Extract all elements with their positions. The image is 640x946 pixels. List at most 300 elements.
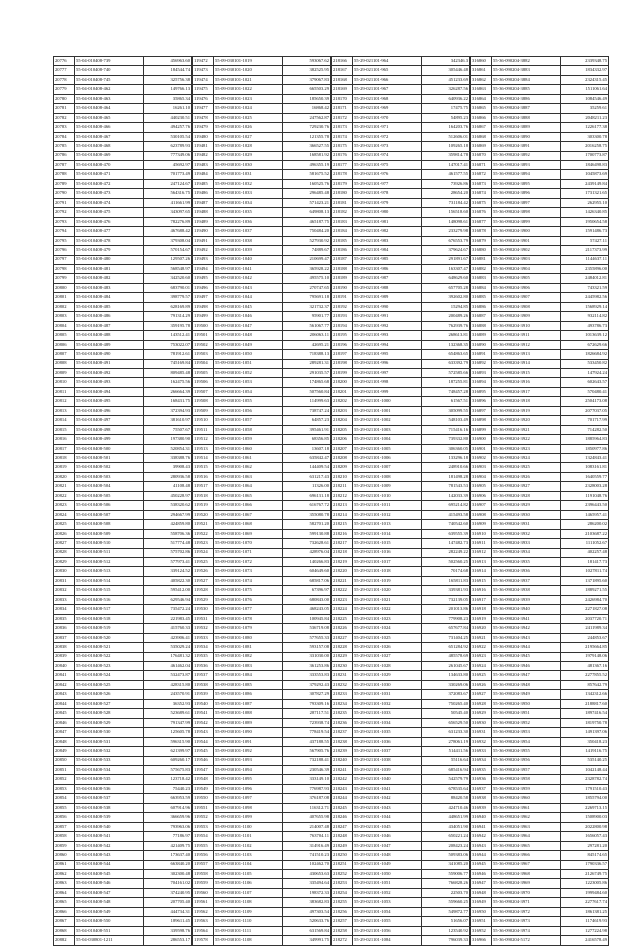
code-cell: 55-04-010408-508: [75, 520, 144, 529]
code-cell: 55-29-021101-1052: [353, 888, 422, 897]
value-cell: 2328782.74: [561, 775, 609, 784]
table-row: [471, 784, 609, 793]
value-cell: 753022.07: [144, 340, 192, 349]
table-row: [332, 917, 470, 926]
code-cell: 55-29-021101-986: [353, 264, 422, 273]
code-cell: 55-29-021101-1005: [353, 444, 422, 453]
code-cell: 55-36-090204-3949: [492, 690, 561, 699]
value-cell: 1111052.67: [561, 539, 609, 548]
table-row: [54, 586, 192, 595]
row-id-cell: 119497: [193, 293, 214, 302]
value-cell: 778419.54: [283, 728, 331, 737]
code-cell: 55-09-030101-1099: [214, 813, 283, 822]
value-cell: 542579.79: [422, 775, 470, 784]
code-cell: 55-09-030101-1019: [214, 57, 283, 66]
table-row: [193, 888, 331, 897]
row-id-cell: 20826: [54, 529, 75, 538]
value-cell: 1045873.69: [561, 170, 609, 179]
row-id-cell: 20868: [54, 926, 75, 935]
row-id-cell: 20776: [54, 57, 75, 66]
table-row: [332, 359, 470, 368]
row-id-cell: 316941: [471, 822, 492, 831]
table-row: [54, 775, 192, 784]
row-id-cell: 20828: [54, 548, 75, 557]
row-id-cell: 218196: [332, 340, 353, 349]
value-cell: 430653.63: [283, 869, 331, 878]
row-id-cell: 20837: [54, 633, 75, 642]
code-cell: 55-36-090204-3887: [492, 104, 561, 113]
row-id-cell: 20843: [54, 690, 75, 699]
row-id-cell: 119578: [193, 936, 214, 945]
value-cell: 494257.76: [144, 123, 192, 132]
table-row: [332, 690, 470, 699]
table-row: [193, 643, 331, 652]
table-row: [54, 217, 192, 226]
table-row: [332, 491, 470, 500]
row-id-cell: 20862: [54, 869, 75, 878]
row-id-cell: 20820: [54, 472, 75, 481]
table-row: [332, 633, 470, 642]
table-row: [471, 548, 609, 557]
value-cell: 415760.33: [144, 624, 192, 633]
table-row: [54, 208, 192, 217]
table-row: [471, 387, 609, 396]
table-row: [332, 794, 470, 803]
row-id-cell: 218219: [332, 558, 353, 567]
row-id-cell: 119483: [193, 160, 214, 169]
table-row: [471, 888, 609, 897]
code-cell: 55-29-021101-983: [353, 236, 422, 245]
value-cell: 496355.19: [283, 160, 331, 169]
row-id-cell: 316907: [471, 501, 492, 510]
row-id-cell: 218184: [332, 227, 353, 236]
table-row: [193, 217, 331, 226]
table-row: [332, 66, 470, 75]
table-row: [193, 917, 331, 926]
code-cell: 55-36-090204-3938: [492, 586, 561, 595]
code-cell: 55-04-010408-543: [75, 851, 144, 860]
row-id-cell: 119547: [193, 765, 214, 774]
table-row: [332, 340, 470, 349]
code-cell: 55-09-030101-1078: [214, 614, 283, 623]
table-row: [193, 633, 331, 642]
code-cell: 55-09-030101-1100: [214, 822, 283, 831]
row-id-cell: 218248: [332, 832, 353, 841]
row-id-cell: 119509: [193, 406, 214, 415]
value-cell: 297281.20: [561, 841, 609, 850]
table-row: [471, 879, 609, 888]
row-id-cell: 316910: [471, 529, 492, 538]
code-cell: 55-09-030101-1066: [214, 501, 283, 510]
table-row: [332, 104, 470, 113]
row-id-cell: 218232: [332, 680, 353, 689]
row-id-cell: 316937: [471, 784, 492, 793]
row-id-cell: 316896: [471, 397, 492, 406]
table-row: [193, 160, 331, 169]
code-cell: 55-36-090204-3924: [492, 454, 561, 463]
table-row: [193, 416, 331, 425]
code-cell: 55-36-090204-5172: [492, 936, 561, 945]
row-id-cell: 218210: [332, 472, 353, 481]
value-cell: 207705.40: [144, 898, 192, 907]
row-id-cell: 20864: [54, 888, 75, 897]
row-id-cell: 119528: [193, 586, 214, 595]
row-id-cell: 316928: [471, 699, 492, 708]
code-cell: 55-09-030101-1068: [214, 520, 283, 529]
value-cell: 147017.41: [422, 160, 470, 169]
table-row: [471, 643, 609, 652]
table-row: [332, 860, 470, 869]
value-cell: 339381.93: [422, 586, 470, 595]
row-id-cell: 218244: [332, 794, 353, 803]
row-id-cell: 20805: [54, 331, 75, 340]
code-cell: 55-29-021101-1045: [353, 822, 422, 831]
code-cell: 55-36-090204-3968: [492, 869, 561, 878]
code-cell: 55-09-030101-1035: [214, 208, 283, 217]
table-row: [193, 737, 331, 746]
code-cell: 55-04-010408-492: [75, 368, 144, 377]
value-cell: 631569.84: [283, 926, 331, 935]
row-id-cell: 119480: [193, 132, 214, 141]
code-cell: 55-04-010408-507: [75, 510, 144, 519]
value-cell: 857642.79: [561, 680, 609, 689]
code-cell: 55-29-021101-998: [353, 378, 422, 387]
value-cell: 1084546.49: [561, 94, 609, 103]
row-id-cell: 316867: [471, 123, 492, 132]
value-cell: 648629.60: [422, 274, 470, 283]
table-row: [54, 869, 192, 878]
ledger-table-4: [470, 56, 609, 946]
table-row: [471, 614, 609, 623]
value-cell: 1324843.41: [561, 454, 609, 463]
row-id-cell: 119484: [193, 170, 214, 179]
row-id-cell: 20865: [54, 898, 75, 907]
code-cell: 55-09-030101-1042: [214, 274, 283, 283]
code-cell: 55-29-021101-1016: [353, 548, 422, 557]
code-cell: 55-29-021101-1028: [353, 662, 422, 671]
row-id-cell: 316927: [471, 690, 492, 699]
code-cell: 55-36-090204-3908: [492, 302, 561, 311]
code-cell: 55-36-090204-3928: [492, 491, 561, 500]
row-id-cell: 218167: [332, 66, 353, 75]
row-id-cell: 20782: [54, 113, 75, 122]
code-cell: 55-09-030101-1038: [214, 236, 283, 245]
row-id-cell: 119558: [193, 869, 214, 878]
table-row: [471, 236, 609, 245]
value-cell: 1371895.60: [561, 576, 609, 585]
row-id-cell: 316949: [471, 898, 492, 907]
row-id-cell: 218171: [332, 104, 353, 113]
row-id-cell: 316868: [471, 132, 492, 141]
table-row: [332, 756, 470, 765]
value-cell: 379624.67: [422, 246, 470, 255]
row-id-cell: 218186: [332, 246, 353, 255]
table-row: [471, 283, 609, 292]
code-cell: 55-29-021101-1044: [353, 813, 422, 822]
code-cell: 55-09-030101-1072: [214, 558, 283, 567]
row-id-cell: 218187: [332, 255, 353, 264]
value-cell: 609260.17: [144, 756, 192, 765]
row-id-cell: 218172: [332, 113, 353, 122]
code-cell: 55-04-010408-496: [75, 406, 144, 415]
table-row: [332, 482, 470, 491]
table-row: [193, 340, 331, 349]
value-cell: 1861381.25: [561, 907, 609, 916]
value-cell: 1508900.03: [561, 813, 609, 822]
row-id-cell: 20789: [54, 179, 75, 188]
table-row: [54, 784, 192, 793]
code-cell: 55-04-010408-478: [75, 236, 144, 245]
code-cell: 55-36-090204-3896: [492, 189, 561, 198]
code-cell: 55-29-021101-1024: [353, 624, 422, 633]
value-cell: 424859.80: [144, 520, 192, 529]
value-cell: 750265.40: [422, 699, 470, 708]
value-cell: 502560.25: [422, 558, 470, 567]
value-cell: 1979148.06: [561, 652, 609, 661]
code-cell: 55-36-090204-3956: [492, 756, 561, 765]
table-row: [332, 75, 470, 84]
value-cell: 582701.20: [283, 520, 331, 529]
value-cell: 198372.33: [283, 888, 331, 897]
value-cell: 22503.70: [422, 888, 470, 897]
value-cell: 533450.82: [561, 359, 609, 368]
value-cell: 448651.99: [422, 813, 470, 822]
table-row: [54, 359, 192, 368]
value-cell: 564316.75: [144, 189, 192, 198]
code-cell: 55-36-090204-3884: [492, 75, 561, 84]
value-cell: 2324315.45: [561, 75, 609, 84]
row-id-cell: 20816: [54, 435, 75, 444]
value-cell: 2022800.98: [561, 822, 609, 831]
value-cell: 61567.51: [422, 397, 470, 406]
row-id-cell: 316905: [471, 482, 492, 491]
row-id-cell: 316897: [471, 406, 492, 415]
code-cell: 55-29-021101-1022: [353, 605, 422, 614]
code-cell: 55-29-021101-1013: [353, 520, 422, 529]
table-row: [471, 123, 609, 132]
code-cell: 55-36-090204-3953: [492, 728, 561, 737]
table-row: [54, 444, 192, 453]
row-id-cell: 218193: [332, 312, 353, 321]
value-cell: 672629.66: [561, 340, 609, 349]
value-cell: 715416.16: [422, 425, 470, 434]
value-cell: 116312.71: [283, 803, 331, 812]
table-row: [332, 699, 470, 708]
table-row: [471, 340, 609, 349]
table-row: [471, 482, 609, 491]
table-row: [471, 302, 609, 311]
table-row: [332, 775, 470, 784]
code-cell: 55-36-090204-3957: [492, 765, 561, 774]
value-cell: 623789.93: [144, 142, 192, 151]
table-row: [471, 416, 609, 425]
value-cell: 381610.97: [144, 416, 192, 425]
row-id-cell: 20854: [54, 794, 75, 803]
row-id-cell: 119489: [193, 217, 214, 226]
value-cell: 415493.58: [422, 510, 470, 519]
table-row: [54, 898, 192, 907]
row-id-cell: 218212: [332, 491, 353, 500]
code-cell: 55-29-021101-988: [353, 283, 422, 292]
table-row: [332, 236, 470, 245]
table-row: [54, 794, 192, 803]
row-id-cell: 316943: [471, 841, 492, 850]
table-row: [471, 737, 609, 746]
value-cell: 1855794.00: [561, 794, 609, 803]
row-id-cell: 20808: [54, 359, 75, 368]
table-row: [471, 794, 609, 803]
code-cell: 55-04-010408-468: [75, 142, 144, 151]
code-cell: 55-29-021101-980: [353, 208, 422, 217]
value-cell: 1889271.55: [561, 586, 609, 595]
row-id-cell: 316901: [471, 444, 492, 453]
table-row: [332, 548, 470, 557]
value-cell: 2016258.75: [561, 142, 609, 151]
table-row: [332, 510, 470, 519]
value-cell: 286553.17: [144, 936, 192, 945]
table-row: [54, 293, 192, 302]
table-row: [332, 520, 470, 529]
code-cell: 55-09-030101-1089: [214, 718, 283, 727]
table-row: [54, 416, 192, 425]
value-cell: 741510.23: [283, 851, 331, 860]
code-cell: 55-29-021101-977: [353, 179, 422, 188]
row-id-cell: 20784: [54, 132, 75, 141]
table-row: [332, 586, 470, 595]
value-cell: 495575.10: [283, 274, 331, 283]
table-row: [332, 614, 470, 623]
row-id-cell: 20825: [54, 520, 75, 529]
value-cell: 1083161.81: [561, 463, 609, 472]
row-id-cell: 119559: [193, 879, 214, 888]
value-cell: 685817.06: [283, 576, 331, 585]
table-row: [193, 472, 331, 481]
code-cell: 55-09-030101-1049: [214, 340, 283, 349]
table-row: [193, 57, 331, 66]
code-cell: 55-36-090204-3919: [492, 406, 561, 415]
table-row: [332, 113, 470, 122]
row-id-cell: 218183: [332, 217, 353, 226]
row-id-cell: 119527: [193, 576, 214, 585]
table-row: [193, 662, 331, 671]
code-cell: 55-29-021101-1048: [353, 851, 422, 860]
code-cell: 55-29-021101-995: [353, 350, 422, 359]
value-cell: 350418.23: [561, 737, 609, 746]
table-row: [193, 406, 331, 415]
code-cell: 55-04-010408-484: [75, 293, 144, 302]
row-id-cell: 119535: [193, 652, 214, 661]
table-row: [54, 454, 192, 463]
row-id-cell: 20866: [54, 907, 75, 916]
table-row: [332, 709, 470, 718]
row-id-cell: 316860: [471, 57, 492, 66]
table-row: [332, 123, 470, 132]
row-id-cell: 218225: [332, 614, 353, 623]
value-cell: 13607.18: [283, 444, 331, 453]
table-row: [193, 841, 331, 850]
code-cell: 55-36-090204-3914: [492, 359, 561, 368]
table-row: [471, 142, 609, 151]
row-id-cell: 20859: [54, 841, 75, 850]
value-cell: 680843.00: [283, 595, 331, 604]
table-row: [471, 160, 609, 169]
table-row: [54, 160, 192, 169]
row-id-cell: 316872: [471, 170, 492, 179]
table-row: [193, 113, 331, 122]
value-cell: 1226177.38: [561, 123, 609, 132]
code-cell: 55-29-021101-990: [353, 302, 422, 311]
value-cell: 2126749.75: [561, 869, 609, 878]
row-id-cell: 20852: [54, 775, 75, 784]
row-id-cell: 20848: [54, 737, 75, 746]
value-cell: 512606.01: [422, 132, 470, 141]
code-cell: 55-36-090204-3959: [492, 784, 561, 793]
code-cell: 55-29-021101-964: [353, 57, 422, 66]
value-cell: 1640559.77: [561, 472, 609, 481]
table-row: [471, 454, 609, 463]
table-row: [54, 832, 192, 841]
code-cell: 55-29-021101-1046: [353, 832, 422, 841]
code-cell: 55-04-010408-533: [75, 756, 144, 765]
table-row: [193, 624, 331, 633]
code-cell: 55-09-030101-1034: [214, 198, 283, 207]
code-cell: 55-04-010408-481: [75, 264, 144, 273]
value-cell: 68356.85: [283, 435, 331, 444]
value-cell: 359814.78: [422, 151, 470, 160]
row-id-cell: 20777: [54, 66, 75, 75]
table-row: [332, 671, 470, 680]
code-cell: 55-29-021101-1043: [353, 803, 422, 812]
row-id-cell: 20785: [54, 142, 75, 151]
table-row: [54, 274, 192, 283]
value-cell: 732628.61: [283, 539, 331, 548]
row-id-cell: 20797: [54, 255, 75, 264]
table-row: [471, 907, 609, 916]
code-cell: 55-04-010408-517: [75, 605, 144, 614]
table-row: [193, 435, 331, 444]
table-row: [54, 936, 192, 945]
code-cell: 55-09-030101-1104: [214, 860, 283, 869]
value-cell: 2195664.85: [561, 643, 609, 652]
table-row: [332, 567, 470, 576]
row-id-cell: 20799: [54, 274, 75, 283]
table-row: [193, 75, 331, 84]
code-cell: 55-04-010408-498: [75, 425, 144, 434]
table-row: [54, 520, 192, 529]
value-cell: 36352.93: [144, 699, 192, 708]
table-row: [471, 312, 609, 321]
code-cell: 55-04-010408-534: [75, 765, 144, 774]
code-cell: 55-36-090204-3893: [492, 160, 561, 169]
row-id-cell: 316919: [471, 614, 492, 623]
code-cell: 55-04-010408-516: [75, 595, 144, 604]
code-cell: 55-29-021101-969: [353, 104, 422, 113]
value-cell: 102462.70: [283, 860, 331, 869]
row-id-cell: 316924: [471, 662, 492, 671]
code-cell: 55-36-090204-3894: [492, 170, 561, 179]
code-cell: 55-09-030101-1071: [214, 548, 283, 557]
table-row: [193, 85, 331, 94]
value-cell: 604649.60: [283, 567, 331, 576]
table-row: [193, 652, 331, 661]
table-row: [193, 331, 331, 340]
value-cell: 558706.36: [144, 529, 192, 538]
row-id-cell: 20827: [54, 539, 75, 548]
code-cell: 55-36-090204-3906: [492, 283, 561, 292]
code-cell: 55-09-030101-1093: [214, 756, 283, 765]
code-cell: 55-29-021101-974: [353, 151, 422, 160]
value-cell: 481367.16: [561, 662, 609, 671]
